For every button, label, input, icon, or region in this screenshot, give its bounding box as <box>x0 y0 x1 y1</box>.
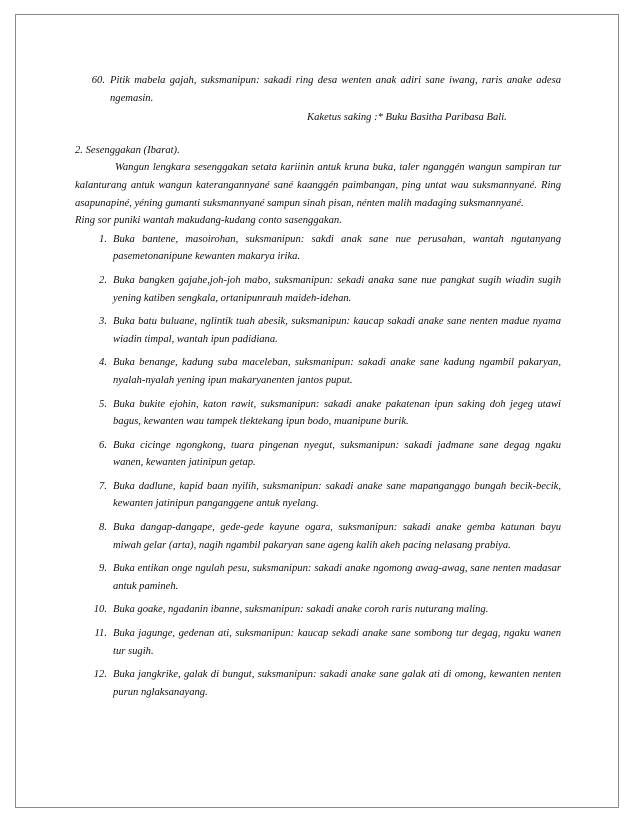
list-item <box>77 601 561 619</box>
sesenggakan-list <box>77 231 561 702</box>
list-item <box>77 231 561 266</box>
list-item-number: 2. <box>99 274 107 286</box>
paragraph-text: Wangun lengkara sesenggakan setata kariinin antuk kruna buka, taler nganggén wangun sampiran tur kalanturang antuk wangun katerangannyané sané kaanggén paimbangan, ping untat wau suksmannyané. Ring asapunapiné, yéning gumanti suksmannyané sampun sinah pisan, nénten malih madaging suksmannyané. <box>75 162 561 209</box>
item-text: Pitik mabela gajah, suksmanipun: sakadi ring desa wenten anak adiri sane iwang, raris anake adesa ngemasin. <box>110 75 561 104</box>
list-item-number: 4. <box>99 357 107 369</box>
list-item-number: 8. <box>99 522 107 534</box>
list-item-number: 7. <box>99 480 107 492</box>
section-paragraph <box>75 159 561 212</box>
list-item <box>77 313 561 348</box>
list-item-number: 9. <box>99 563 107 575</box>
list-item <box>77 354 561 389</box>
list-item-text: Buka dadlune, kapid baan nyilih, suksmanipun: sakadi anake sane mapanganggo bungah becik-becik, kewanten jatinipun panganggene antuk nyelang. <box>113 480 561 510</box>
list-item <box>77 625 561 660</box>
list-item-text: Buka jangkrike, galak di bungut, suksmanipun: sakadi anake sane galak ati di omong, kewanten nenten purun nglaksanayang. <box>113 669 561 698</box>
list-item-number: 10. <box>93 604 107 616</box>
document-content <box>77 72 561 707</box>
list-item-number: 3. <box>99 316 107 328</box>
list-item-text: Buka bangken gajahe,joh-joh mabo, suksmanipun: sekadi anaka sane nue pangkat sugih wiadin sugih yening katiben sengkala, ortanipunrauh maideh-idehan. <box>113 274 561 304</box>
list-item <box>77 478 561 513</box>
item-number: 60. <box>91 75 105 86</box>
list-item-text: Buka benange, kadung suba maceleban, suksmanipun: sakadi anake sane kadung ngambil pakaryan, nyalah-nyalah yening ipun makaryanenten jantos puput. <box>113 357 561 386</box>
list-item-text: Buka entikan onge ngulah pesu, suksmanipun: sakadi anake ngomong awag-awag, sane nenten madasar antuk pamineh. <box>113 563 561 592</box>
list-item-text: Buka cicinge ngongkong, tuara pingenan nyegut, suksmanipun: sakadi jadmane sane degag ngaku wanen, kewanten jatinipun getap. <box>113 439 561 469</box>
list-item-text: Buka batu buluane, nglintik tuah abesik, suksmanipun: kaucap sakadi anake sane nenten madue nyama wiadin timpal, wantah ipun padidiana. <box>113 316 561 345</box>
list-item-number: 6. <box>99 439 107 451</box>
list-item <box>77 272 561 307</box>
list-intro: Ring sor puniki wantah makudang-kudang conto sasenggakan. <box>75 215 342 227</box>
proverb-item-60 <box>77 72 561 107</box>
list-item <box>77 519 561 554</box>
list-item-text: Buka goake, ngadanin ibanne, suksmanipun: sakadi anake coroh raris nuturang maling. <box>113 604 489 616</box>
list-item-number: 5. <box>99 398 107 410</box>
list-item-number: 11. <box>94 628 107 640</box>
list-item-text: Buka jagunge, gedenan ati, suksmanipun: kaucap sekadi anake sane sombong tur degag, ngaku wanen tur sugih. <box>113 628 561 657</box>
list-item-number: 1. <box>99 233 107 245</box>
list-item-text: Buka dangap-dangape, gede-gede kayune ogara, suksmanipun: sakadi anake gemba katunan bayu miwah gelar (arta), nagih ngambil pakaryan sane ageng kalih akeh pacing nelasang prabiya. <box>113 522 561 551</box>
list-item-text: Buka bukite ejohin, katon rawit, suksmanipun: sakadi anake pakatenan ipun saking doh jegeg utawi bagus, kewanten wau tampek tlektekang ipun bodo, muanipune burik. <box>113 398 561 428</box>
section-heading: 2. Sesenggakan (Ibarat). <box>75 144 180 156</box>
list-item <box>77 396 561 431</box>
list-item <box>77 666 561 701</box>
list-item <box>77 560 561 595</box>
list-item <box>77 437 561 472</box>
source-citation: Kaketus saking :* Buku Basitha Paribasa Bali. <box>307 112 507 124</box>
list-item-number: 12. <box>93 669 107 681</box>
list-item-text: Buka bantene, masoirohan, suksmanipun: sakdi anak sane nue perusahan, wantah ngutanyang pasemetonanipune kewanten makarya irika. <box>113 233 561 263</box>
